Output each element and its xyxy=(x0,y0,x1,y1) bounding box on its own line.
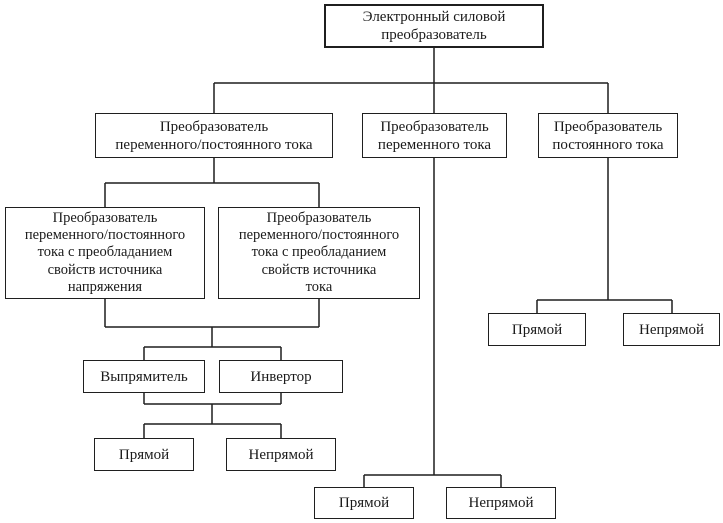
node-dc-indirect-text: Непрямой xyxy=(639,321,704,338)
node-rectifier xyxy=(83,360,205,393)
connector-acdc-split xyxy=(105,158,319,207)
node-acdc-indirect-text: Непрямой xyxy=(248,446,314,463)
node-acdc-text: переменного/постоянного тока xyxy=(115,136,313,153)
node-acdc-direct-text: Прямой xyxy=(118,446,170,463)
node-root-text: преобразователь xyxy=(381,27,487,43)
node-inverter xyxy=(219,360,343,393)
node-ac-indirect-text: Непрямой xyxy=(468,495,534,511)
node-dc-text: постоянного тока xyxy=(552,136,664,153)
node-root-text: Электронный силовой xyxy=(362,9,506,25)
node-dc-direct xyxy=(488,313,586,346)
node-inverter-text: Инвертор xyxy=(250,368,312,385)
node-rectifier-text: Выпрямитель xyxy=(100,368,188,385)
node-acdc-voltage-text: Преобразователь xyxy=(52,209,158,226)
connector-merge-to-rectifier-inverter xyxy=(105,299,319,360)
node-ac-text: переменного тока xyxy=(377,136,492,153)
node-ac-direct xyxy=(314,487,414,519)
node-acdc-current-text: тока с преобладанием xyxy=(251,244,387,261)
node-acdc-current-text: свойств источника xyxy=(261,261,377,278)
node-dc-converter xyxy=(538,113,678,158)
connector-merge-to-direct-indirect xyxy=(144,393,281,438)
node-dc-direct-text: Прямой xyxy=(511,321,563,338)
node-acdc-current-source xyxy=(218,207,420,299)
node-ac-converter xyxy=(362,113,507,158)
node-ac-text: Преобразователь xyxy=(380,118,489,135)
node-root xyxy=(324,4,544,48)
node-acdc-current-text: переменного/постоянного xyxy=(238,226,400,243)
node-dc-indirect xyxy=(623,313,720,346)
node-acdc-current-text: тока xyxy=(305,279,333,296)
node-acdc-direct xyxy=(94,438,194,471)
connector-root-to-level2 xyxy=(214,48,608,113)
node-acdc-current-text: Преобразователь xyxy=(266,209,372,226)
node-ac-direct-text: Прямой xyxy=(338,495,390,511)
connector-dc-branch xyxy=(537,158,672,313)
node-acdc-voltage-text: свойств источника xyxy=(47,261,163,278)
node-acdc-voltage-text: переменного/постоянного xyxy=(24,226,186,243)
node-ac-indirect xyxy=(446,487,556,519)
node-acdc-voltage-text: напряжения xyxy=(67,279,143,296)
node-acdc-converter xyxy=(95,113,333,158)
node-acdc-voltage-source xyxy=(5,207,205,299)
node-acdc-voltage-text: тока с преобладанием xyxy=(37,244,173,261)
node-dc-text: Преобразователь xyxy=(553,118,663,135)
node-acdc-text: Преобразователь xyxy=(159,118,269,135)
node-acdc-indirect xyxy=(226,438,336,471)
